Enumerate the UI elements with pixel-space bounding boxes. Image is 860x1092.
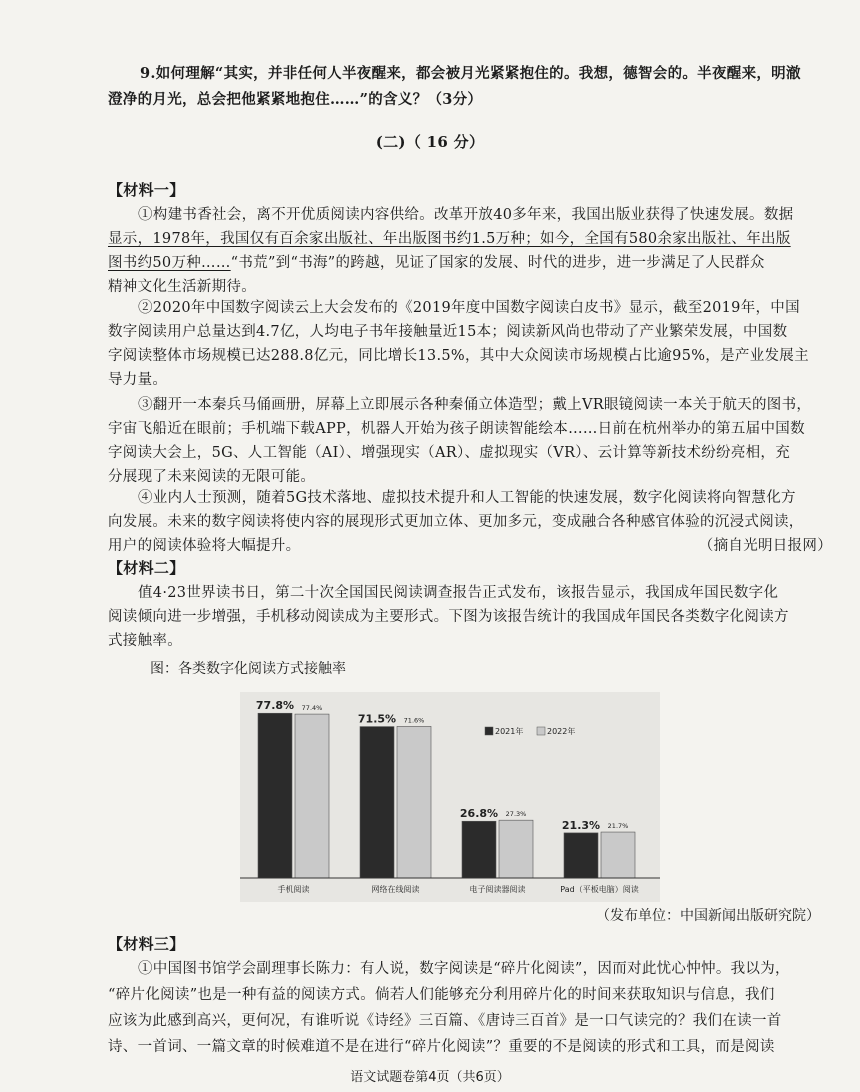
data-label: 71.5%: [357, 712, 397, 726]
material-2-line-1: 值4·23世界读书日，第二十次全国国民阅读调查报告正式发布，该报告显示，我国成年国民数字化: [138, 585, 779, 601]
bar-series-1: [360, 727, 394, 878]
material-1-p1-line-4: 精神文化生活新期待。: [108, 279, 256, 295]
data-label: 26.8%: [459, 807, 499, 821]
bar-series-1: [258, 713, 292, 878]
category-label: 电子阅读器阅读: [469, 885, 526, 894]
material-1-p1-line-2: 显示，1978年，我国仅有百余家出版社、年出版图书约1.5万种；如今，全国有580余家出版社、年出版: [108, 231, 791, 247]
material-2-heading: 【材料二】: [108, 559, 185, 577]
material-1-p4-line-1: ④业内人士预测，随着5G技术落地、虚拟技术提升和人工智能的快速发展，数字化阅读将向智慧化方: [138, 490, 796, 506]
text-run: “书荒”到“书海”的跨越，见证了国家的发展、时代的进步，进一步满足了人民群众: [230, 255, 765, 271]
material-1-p2-line-2: 数字阅读用户总量达到4.7亿，人均电子书年接触量近15本；阅读新风尚也带动了产业繁荣发展，中国数: [108, 324, 788, 340]
material-1-p3-line-3: 字阅读大会上，5G、人工智能（AI）、增强现实（AR）、虚拟现实（VR）、云计算等新技术纷纷亮相，充: [108, 445, 791, 461]
bar-series-2: [601, 832, 635, 878]
material-2-line-3: 式接触率。: [108, 633, 182, 649]
material-3-line-3: 应该为此感到高兴，更何况，有谁听说《诗经》三百篇、《唐诗三百首》是一口气读完的？我们在读一首: [108, 1013, 782, 1029]
data-label: 77.8%: [255, 699, 295, 713]
material-1-heading: 【材料一】: [108, 181, 185, 199]
bar-series-1: [462, 821, 496, 878]
material-3-line-1: ①中国图书馆学会副理事长陈力：有人说，数字阅读是“碎片化阅读”，因而对此忧心忡忡。我以为，: [138, 961, 790, 977]
chart-title: 图：各类数字化阅读方式接触率: [150, 661, 346, 677]
material-1-p2-line-4: 导力量。: [108, 372, 168, 388]
material-1-p1-line-1: ①构建书香社会，离不开优质阅读内容供给。改革开放40多年来，我国出版业获得了快速发展。数据: [138, 207, 794, 223]
page-footer: 语文试题卷第4页（共6页）: [350, 1070, 510, 1085]
material-3-heading: 【材料三】: [108, 935, 185, 953]
data-label: 21.3%: [561, 818, 601, 832]
material-3-line-4: 诗、一首词、一篇文章的时候难道不是在进行“碎片化阅读”？重要的不是阅读的形式和工具，而是阅读: [108, 1039, 775, 1055]
legend-label: 2022年: [547, 727, 576, 736]
bar-chart: [140, 666, 840, 911]
legend-label: 2021年: [495, 727, 524, 736]
bar-series-2: [295, 714, 329, 878]
material-1-source: （摘自光明日报网）: [698, 538, 832, 554]
category-label: 手机阅读: [277, 885, 310, 894]
data-label: 77.4%: [301, 704, 323, 713]
material-1-p1-line-3: [108, 251, 828, 276]
category-label: Pad（平板电脑）阅读: [560, 885, 639, 894]
material-1-p2-line-3: 字阅读整体市场规模已达288.8亿元，同比增长13.5%，其中大众阅读市场规模占比逾95%，是产业发展主: [108, 348, 809, 364]
legend-swatch: [537, 727, 545, 735]
data-label: 71.6%: [403, 716, 425, 725]
underlined-phrase: 图书约50万种……: [108, 255, 231, 271]
chart-area: [140, 652, 840, 912]
category-label: 网络在线阅读: [371, 885, 420, 894]
material-2-line-2: 阅读倾向进一步增强，手机移动阅读成为主要形式。下图为该报告统计的我国成年国民各类数字化阅读方: [108, 609, 789, 625]
bar-series-1: [564, 833, 598, 878]
data-label: 27.3%: [505, 810, 527, 819]
material-1-p3-line-1: ③翻开一本秦兵马俑画册，屏幕上立即展示各种秦俑立体造型；戴上VR眼镜阅读一本关于航天的图书，: [138, 397, 812, 413]
data-label: 21.7%: [607, 822, 629, 831]
material-1-p3-line-4: 分展现了未来阅读的无限可能。: [108, 469, 316, 485]
question-9-line-1: 9.如何理解“其实，并非任何人半夜醒来，都会被月光紧紧抱住的。我想，德智会的。半夜醒来，明澈: [140, 65, 801, 82]
material-1-p3-line-2: 宇宙飞船近在眼前；手机端下载APP，机器人开始为孩子朗读智能绘本……日前在杭州举办的第五届中国数: [108, 421, 805, 437]
legend-swatch: [485, 727, 493, 735]
chart-source: （发布单位：中国新闻出版研究院）: [596, 908, 820, 924]
question-9-line-2: 澄净的月光，总会把他紧紧地抱住……”的含义？（3分）: [108, 91, 483, 108]
bar-series-2: [499, 820, 533, 878]
material-3-line-2: “碎片化阅读”也是一种有益的阅读方式。倘若人们能够充分利用碎片化的时间来获取知识与信息，我们: [108, 987, 775, 1003]
bar-series-2: [397, 726, 431, 878]
section-heading: (二)（ 16 分）: [375, 133, 485, 151]
material-1-p2-line-1: ②2020年中国数字阅读云上大会发布的《2019年度中国数字阅读白皮书》显示，截至2019年，中国: [138, 300, 800, 316]
material-1-p4-line-3: 用户的阅读体验将大幅提升。: [108, 538, 301, 554]
material-1-p4-line-2: 向发展。未来的数字阅读将使内容的展现形式更加立体、更加多元，变成融合各种感官体验的沉浸式阅读，: [108, 514, 804, 530]
